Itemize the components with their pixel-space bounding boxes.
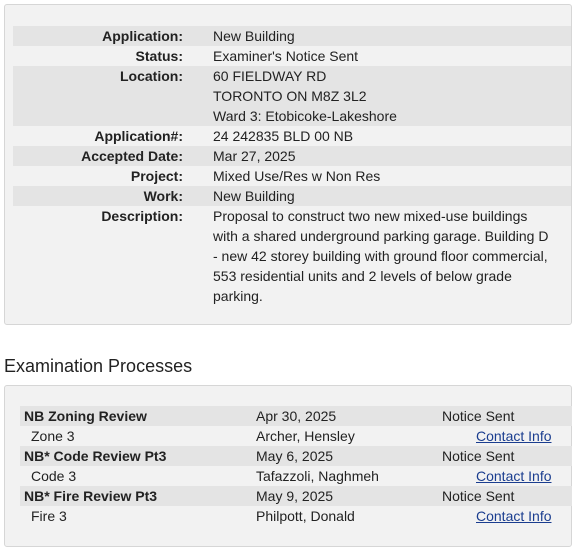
description-value — [213, 206, 558, 306]
location-label: Location: — [120, 68, 183, 84]
work-row — [13, 186, 571, 206]
application-label: Application: — [102, 28, 183, 44]
description-row — [13, 206, 571, 306]
process-date: May 6, 2025 — [256, 448, 334, 464]
process-name: NB* Code Review Pt3 — [24, 448, 167, 464]
process-date: May 9, 2025 — [256, 488, 334, 504]
process-name: NB* Fire Review Pt3 — [24, 488, 158, 504]
application-number-row — [13, 126, 571, 146]
project-value: Mixed Use/Res w Non Res — [213, 168, 381, 184]
process-detail-row — [20, 426, 572, 446]
section-title: Examination Processes — [4, 356, 193, 376]
process-status: Notice Sent — [442, 448, 515, 464]
description-line: with a shared underground parking garage. Building D — [213, 228, 549, 244]
accepted-date-label: Accepted Date: — [81, 148, 183, 164]
process-row — [20, 446, 572, 466]
application-row — [13, 26, 571, 46]
process-detail-row — [20, 506, 572, 526]
process-unit: Fire 3 — [31, 508, 67, 524]
description-line: - new 42 storey building with ground floor commercial, — [213, 248, 548, 264]
work-value: New Building — [213, 188, 295, 204]
process-row — [20, 486, 572, 506]
location-value — [213, 66, 558, 126]
application-number-label: Application#: — [94, 128, 183, 144]
contact-info-link[interactable]: Contact Info — [476, 468, 552, 484]
process-date: Apr 30, 2025 — [256, 408, 337, 424]
location-line: TORONTO ON M8Z 3L2 — [213, 88, 367, 104]
application-details-panel — [4, 4, 572, 325]
process-name: NB Zoning Review — [24, 408, 147, 424]
project-row — [13, 166, 571, 186]
location-line: Ward 3: Etobicoke-Lakeshore — [213, 108, 397, 124]
process-row — [20, 406, 572, 426]
project-label: Project: — [130, 168, 183, 184]
status-label: Status: — [135, 48, 183, 64]
description-line: parking. — [213, 288, 263, 304]
accepted-date-value: Mar 27, 2025 — [213, 148, 296, 164]
location-line: 60 FIELDWAY RD — [213, 68, 327, 84]
application-value: New Building — [213, 28, 295, 44]
process-status: Notice Sent — [442, 408, 515, 424]
process-examiner: Tafazzoli, Naghmeh — [256, 468, 379, 484]
description-label: Description: — [101, 208, 183, 224]
examination-processes-panel — [4, 385, 572, 547]
process-detail-row — [20, 466, 572, 486]
location-row — [13, 66, 571, 126]
process-status: Notice Sent — [442, 488, 515, 504]
work-label: Work: — [143, 188, 183, 204]
process-examiner: Philpott, Donald — [256, 508, 355, 524]
process-examiner: Archer, Hensley — [256, 428, 355, 444]
description-line: Proposal to construct two new mixed-use buildings — [213, 208, 528, 224]
accepted-date-row — [13, 146, 571, 166]
contact-info-link[interactable]: Contact Info — [476, 428, 552, 444]
description-line: 553 residential units and 2 levels of below grade — [213, 268, 512, 284]
status-row — [13, 46, 571, 66]
status-value: Examiner's Notice Sent — [213, 48, 359, 64]
application-number-value: 24 242835 BLD 00 NB — [213, 128, 354, 144]
process-unit: Zone 3 — [31, 428, 75, 444]
process-unit: Code 3 — [31, 468, 77, 484]
contact-info-link[interactable]: Contact Info — [476, 508, 552, 524]
